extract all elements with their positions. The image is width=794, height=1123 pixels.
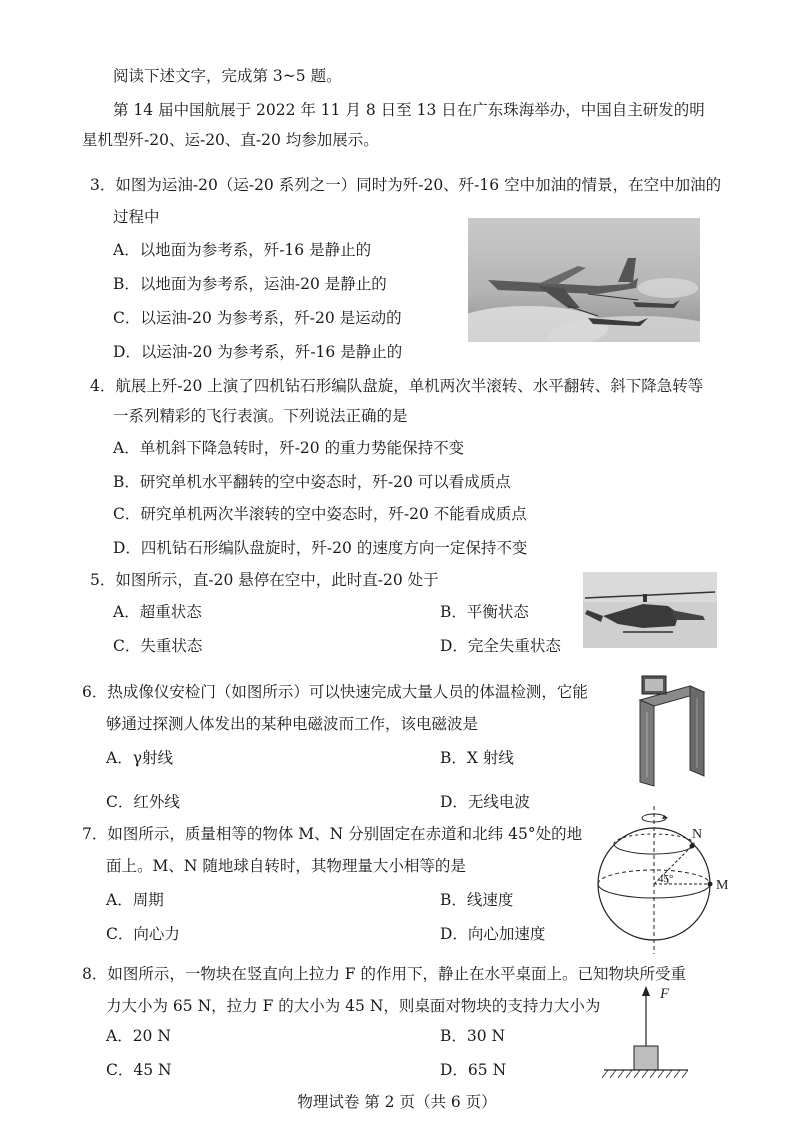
q6-number: 6． xyxy=(82,683,108,701)
point-n-marker xyxy=(690,844,695,849)
label-m: M xyxy=(716,878,729,893)
q8-number: 8． xyxy=(82,965,108,983)
q7-option-a: A．周期 xyxy=(106,891,164,909)
block-force-figure xyxy=(602,984,692,1084)
q6-stem-line-1: 6．热成像仪安检门（如图所示）可以快速完成大量人员的体温检测，它能 xyxy=(82,683,588,701)
q3-stem-line-1: 3．如图为运油-20（运-20 系列之一）同时为歼-20、歼-16 空中加油的情景，在空中加油的 xyxy=(90,176,722,194)
q8-option-a: A．20 N xyxy=(106,1027,171,1045)
q7-option-c: C．向心力 xyxy=(106,925,180,943)
q3-option-a: A．以地面为参考系，歼-16 是静止的 xyxy=(113,241,372,259)
q3-number: 3． xyxy=(90,176,116,194)
aerial-refueling-photo xyxy=(468,218,700,342)
force-label: F xyxy=(660,986,670,1002)
q6-option-b: B．X 射线 xyxy=(440,749,514,767)
q5-option-d: D．完全失重状态 xyxy=(440,637,561,655)
label-angle: 45° xyxy=(658,873,674,885)
q5-option-c: C．失重状态 xyxy=(113,637,203,655)
q8-stem-line-1: 8．如图所示，一物块在竖直向上拉力 F 的作用下，静止在水平桌面上。已知物块所受重 xyxy=(82,965,686,983)
q8-stem-line-2: 力大小为 65 N，拉力 F 的大小为 45 N，则桌面对物块的支持力大小为 xyxy=(106,997,601,1015)
q6-option-c: C．红外线 xyxy=(106,793,180,811)
helicopter-photo xyxy=(583,572,717,648)
q7-stem-line-2: 面上。M、N 随地球自转时，其物理量大小相等的是 xyxy=(106,857,466,875)
reading-instruction: 阅读下述文字，完成第 3~5 题。 xyxy=(113,67,342,85)
q8-option-b: B．30 N xyxy=(440,1027,506,1045)
earth-rotation-figure xyxy=(596,806,736,956)
passage-line-2: 星机型歼-20、运-20、直-20 均参加展示。 xyxy=(82,131,379,149)
q7-option-d: D．向心加速度 xyxy=(440,925,546,943)
q3-stem-line-2: 过程中 xyxy=(113,208,160,226)
q3-option-c: C．以运油-20 为参考系，歼-20 是运动的 xyxy=(113,309,402,327)
q4-stem-line-1: 4．航展上歼-20 上演了四机钻石形编队盘旋，单机两次半滚转、水平翻转、斜下降急转等 xyxy=(90,377,704,395)
q5-number: 5． xyxy=(90,571,116,589)
q4-option-c: C．研究单机两次半滚转的空中姿态时，歼-20 不能看成质点 xyxy=(113,505,527,523)
q8-option-c: C．45 N xyxy=(106,1061,172,1079)
q6-option-a: A．γ射线 xyxy=(106,749,173,767)
q8-option-d: D．65 N xyxy=(440,1061,507,1079)
q5-option-a: A．超重状态 xyxy=(113,603,202,621)
q6-option-d: D．无线电波 xyxy=(440,793,530,811)
passage-line-1: 第 14 届中国航展于 2022 年 11 月 8 日至 13 日在广东珠海举办，中国自主研发的明 xyxy=(113,101,705,119)
q7-stem-line-1: 7．如图所示，质量相等的物体 M、N 分别固定在赤道和北纬 45°处的地 xyxy=(82,825,583,843)
q4-option-a: A．单机斜下降急转时，歼-20 的重力势能保持不变 xyxy=(113,439,465,457)
q5-option-b: B．平衡状态 xyxy=(440,603,529,621)
q4-option-d: D．四机钻石形编队盘旋时，歼-20 的速度方向一定保持不变 xyxy=(113,539,528,557)
q7-option-b: B．线速度 xyxy=(440,891,514,909)
q7-number: 7． xyxy=(82,825,108,843)
page-footer: 物理试卷 第 2 页（共 6 页） xyxy=(297,1093,497,1111)
security-gate-illustration xyxy=(632,672,712,788)
q4-option-b: B．研究单机水平翻转的空中姿态时，歼-20 可以看成质点 xyxy=(113,473,511,491)
q3-option-b: B．以地面为参考系，运油-20 是静止的 xyxy=(113,275,387,293)
label-n: N xyxy=(692,827,703,842)
block xyxy=(634,1046,658,1070)
q3-option-d: D．以运油-20 为参考系，歼-16 是静止的 xyxy=(113,343,403,361)
q6-stem-line-2: 够通过探测人体发出的某种电磁波而工作，该电磁波是 xyxy=(106,715,479,733)
q4-number: 4． xyxy=(90,377,116,395)
point-m-marker xyxy=(708,882,713,887)
q4-stem-line-2: 一系列精彩的飞行表演。下列说法正确的是 xyxy=(113,407,408,425)
q5-stem: 5．如图所示，直-20 悬停在空中，此时直-20 处于 xyxy=(90,571,439,589)
